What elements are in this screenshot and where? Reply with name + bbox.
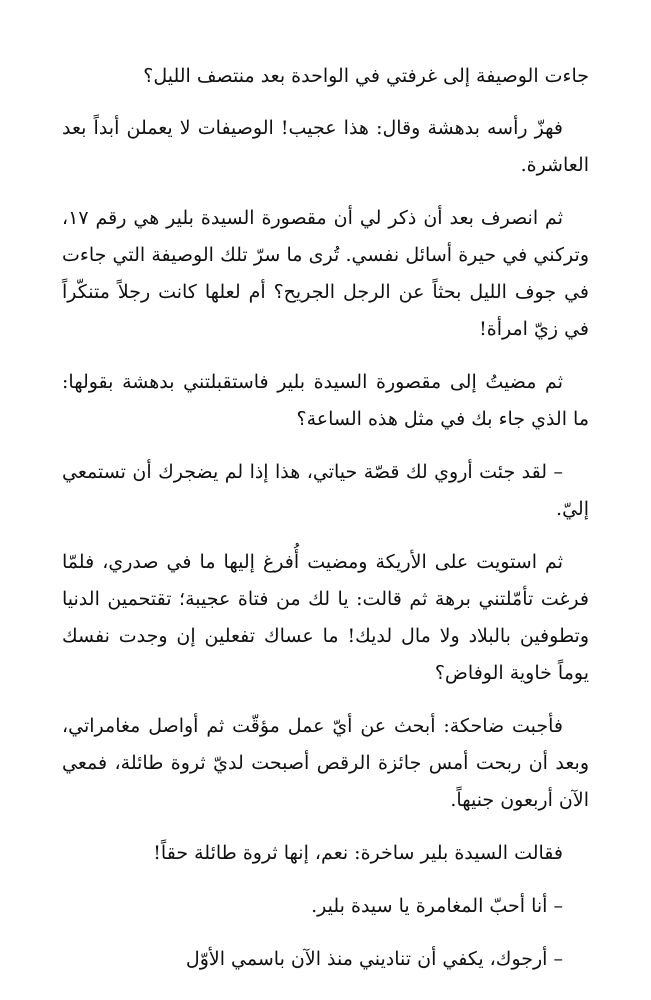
paragraph-5: – لقد جئت أروي لك قصّة حياتي، هذا إذا لم يضجرك أن تستمعي إليّ.	[62, 461, 589, 520]
paragraph-4: ثم مضيتُ إلى مقصورة السيدة بلير فاستقبلتني بدهشة بقولها: ما الذي جاء بك في مثل هذه الساعة؟	[62, 371, 589, 430]
paragraph-9: – أنا أحبّ المغامرة يا سيدة بلير.	[311, 895, 563, 917]
paragraph-3: ثم انصرف بعد أن ذكر لي أن مقصورة السيدة بلير هي رقم ١٧، وتركني في حيرة أسائل نفسي. تُرى ما سرّ تلك الوصيفة التي جاءت في جوف الليل بحثاً عن الرجل الجريح؟ أم لعلها كانت رجلاً متنكّراً في زيّ امرأة!	[62, 207, 589, 340]
paragraph-6: ثم استويت على الأريكة ومضيت أُفرغ إليها ما في صدري، فلمّا فرغت تأمّلتني برهة ثم قالت: يا لك من فتاة عجيبة؛ تقتحمين الدنيا وتطوفين بالبلاد ولا مال لديك! ما عساك تفعلين إن وجدت نفسك يوماً خاوية الوفاض؟	[62, 551, 589, 684]
paragraph-2: فهزّ رأسه بدهشة وقال: هذا عجيب! الوصيفات لا يعملن أبداً بعد العاشرة.	[62, 117, 589, 176]
paragraph-1: جاءت الوصيفة إلى غرفتي في الواحدة بعد منتصف الليل؟	[143, 65, 589, 87]
book-page	[62, 58, 589, 994]
paragraph-7: فأجبت ضاحكة: أبحث عن أيّ عمل مؤقّت ثم أواصل مغامراتي، وبعد أن ربحت أمس جائزة الرقص أصبحت لديّ ثروة طائلة، فمعي الآن أربعون جنيهاً.	[62, 715, 589, 811]
paragraph-8: فقالت السيدة بلير ساخرة: نعم، إنها ثروة طائلة حقاً!	[153, 842, 563, 864]
paragraph-10: – أرجوك، يكفي أن تناديني منذ الآن باسمي الأوّل	[185, 948, 563, 970]
